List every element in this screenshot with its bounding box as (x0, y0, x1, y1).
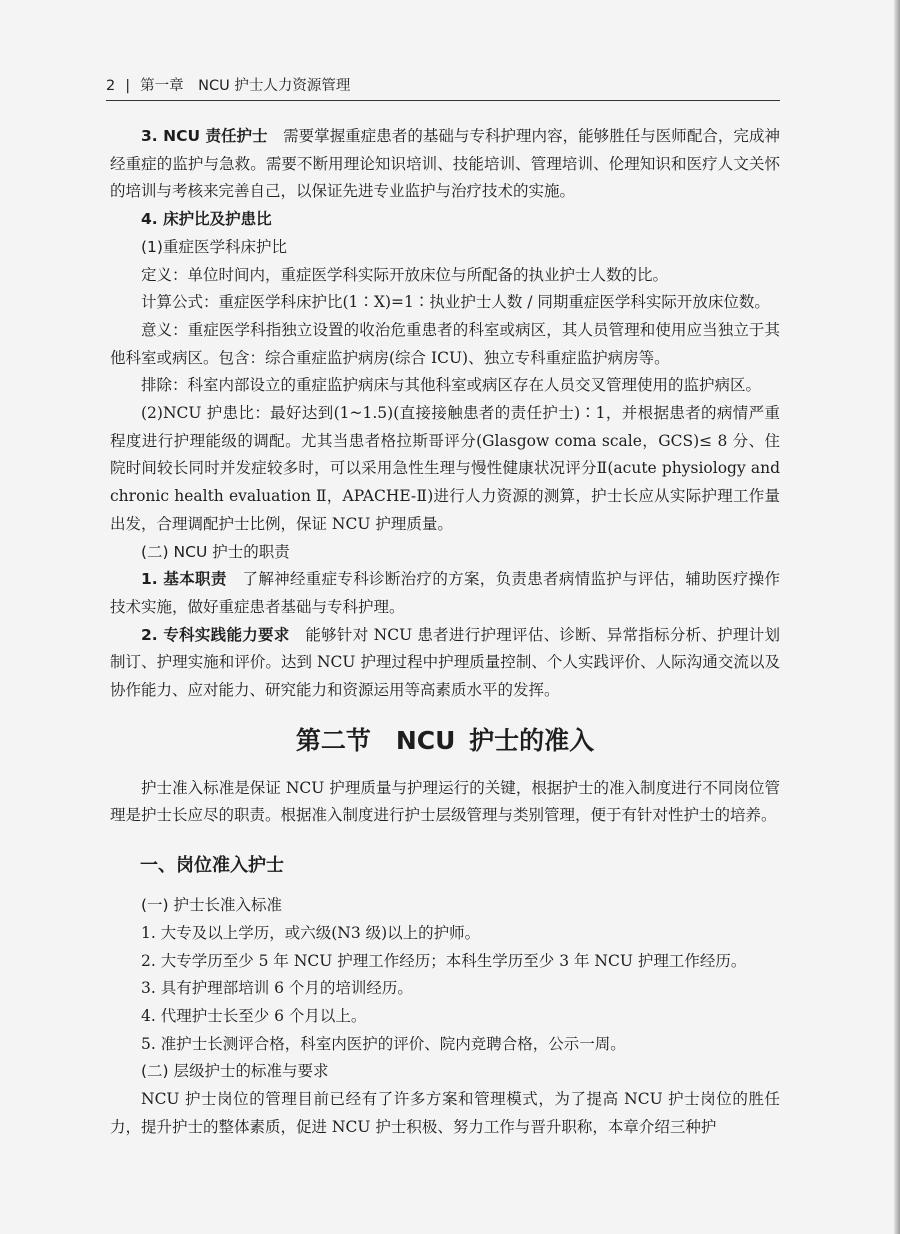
criteria-item: 2. 大专学历至少 5 年 NCU 护理工作经历；本科生学历至少 3 年 NCU 护理工作经历。 (141, 951, 747, 970)
level1-heading: 一、岗位准入护士 (140, 855, 284, 877)
criteria-item: 1. 大专及以上学历，或六级(N3 级)以上的护师。 (141, 923, 481, 942)
duty1-label: 1. 基本职责 (141, 570, 227, 589)
header-separator: | (125, 78, 131, 94)
paragraph-responsible-nurse (110, 123, 780, 206)
chapter-title: 第一章 NCU 护士人力资源管理 (140, 78, 351, 94)
duty2-label: 2. 专科实践能力要求 (141, 625, 290, 644)
section-intro-paragraph: 护士准入标准是保证 NCU 护理质量与护理运行的关键，根据护士的准入制度进行不同岗位管理是护士长应尽的职责。根据准入制度进行护士层级管理与类别管理，便于有针对性护士的培养。 (110, 778, 780, 825)
item3-text: 需要掌握重症患者的基础与专科护理内容，能够胜任与医师配合，完成神经重症的监护与急救。需要不断用理论知识培训、技能培训、管理培训、伦理知识和医疗人文关怀的培训与考核来完善自己，以保证先进专业监护与治疗技术的实施。 (110, 127, 780, 201)
sub1-heading: (1)重症医学科床护比 (141, 237, 287, 256)
section-title: 第二节 NCU 护士的准入 (295, 725, 595, 755)
duty2-text: 能够针对 NCU 患者进行护理评估、诊断、异常指标分析、护理计划制订、护理实施和评价。达到 NCU 护理过程中护理质量控制、个人实践评价、人际沟通交流以及协作能力、应对能力、研究能力和资源运用等高素质水平的发挥。 (110, 625, 780, 700)
item3-label: 3. NCU 责任护士 (141, 127, 268, 145)
duty1-text: 了解神经重症专科诊断治疗的方案，负责患者病情监护与评估，辅助医疗操作技术实施，做好重症患者基础与专科护理。 (110, 570, 780, 616)
criteria-item: 3. 具有护理部培训 6 个月的培训经历。 (141, 979, 413, 998)
meaning-paragraph: 意义：重症医学科指独立设置的收治危重患者的科室或病区，其人员管理和使用应当独立于其他科室或病区。包含：综合重症监护病房(综合 ICU)、独立专科重症监护病房等。 (110, 320, 780, 367)
criteria-item: 5. 准护士长测评合格，科室内医护的评价、院内竞聘合格，公示一周。 (141, 1034, 626, 1053)
exclusion-paragraph: 排除：科室内部设立的重症监护病床与其他科室或病区存在人员交叉管理使用的监护病区。 (141, 376, 762, 395)
criteria-item: 4. 代理护士长至少 6 个月以上。 (141, 1006, 367, 1025)
duties-heading: (二) NCU 护士的职责 (141, 542, 290, 561)
running-header (106, 74, 780, 101)
levels-paragraph: NCU 护士岗位的管理目前已经有了许多方案和管理模式，为了提高 NCU 护士岗位的胜任力，提升护士的整体素质，促进 NCU 护士积极、努力工作与晋升职称，本章介绍三种护 (110, 1090, 780, 1136)
duty1-paragraph (110, 566, 780, 621)
page-edge-shadow (894, 0, 900, 1234)
page-number: 2 (106, 78, 116, 94)
page-body (110, 123, 780, 1142)
definition-paragraph: 定义：单位时间内，重症医学科实际开放床位与所配备的执业护士人数的比。 (141, 265, 669, 284)
nurse-patient-ratio-paragraph: (2)NCU 护患比：最好达到(1~1.5)(直接接触患者的责任护士)∶1，并根据患者的病情严重程度进行护理能级的调配。尤其当患者格拉斯哥评分(Glasgow coma scale，GCS)≤ 8 分、住院时间较长同时并发症较多时，可以采用急性生理与慢性健康状况评分Ⅱ(acute physiology and chronic health evaluation Ⅱ，APACHE-Ⅱ)进行人力资源的测算，护士长应从实际护理工作量出发，合理调配护士比例，保证 NCU 护理质量。 (110, 404, 780, 533)
formula-paragraph: 计算公式：重症医学科床护比(1∶X)=1∶执业护士人数 / 同期重症医学科实际开放床位数。 (141, 293, 770, 312)
levels-heading: (二) 层级护士的标准与要求 (141, 1062, 329, 1081)
duty2-paragraph (110, 622, 780, 705)
head-nurse-heading: (一) 护士长准入标准 (141, 896, 283, 915)
item4-heading: 4. 床护比及护患比 (141, 210, 272, 229)
